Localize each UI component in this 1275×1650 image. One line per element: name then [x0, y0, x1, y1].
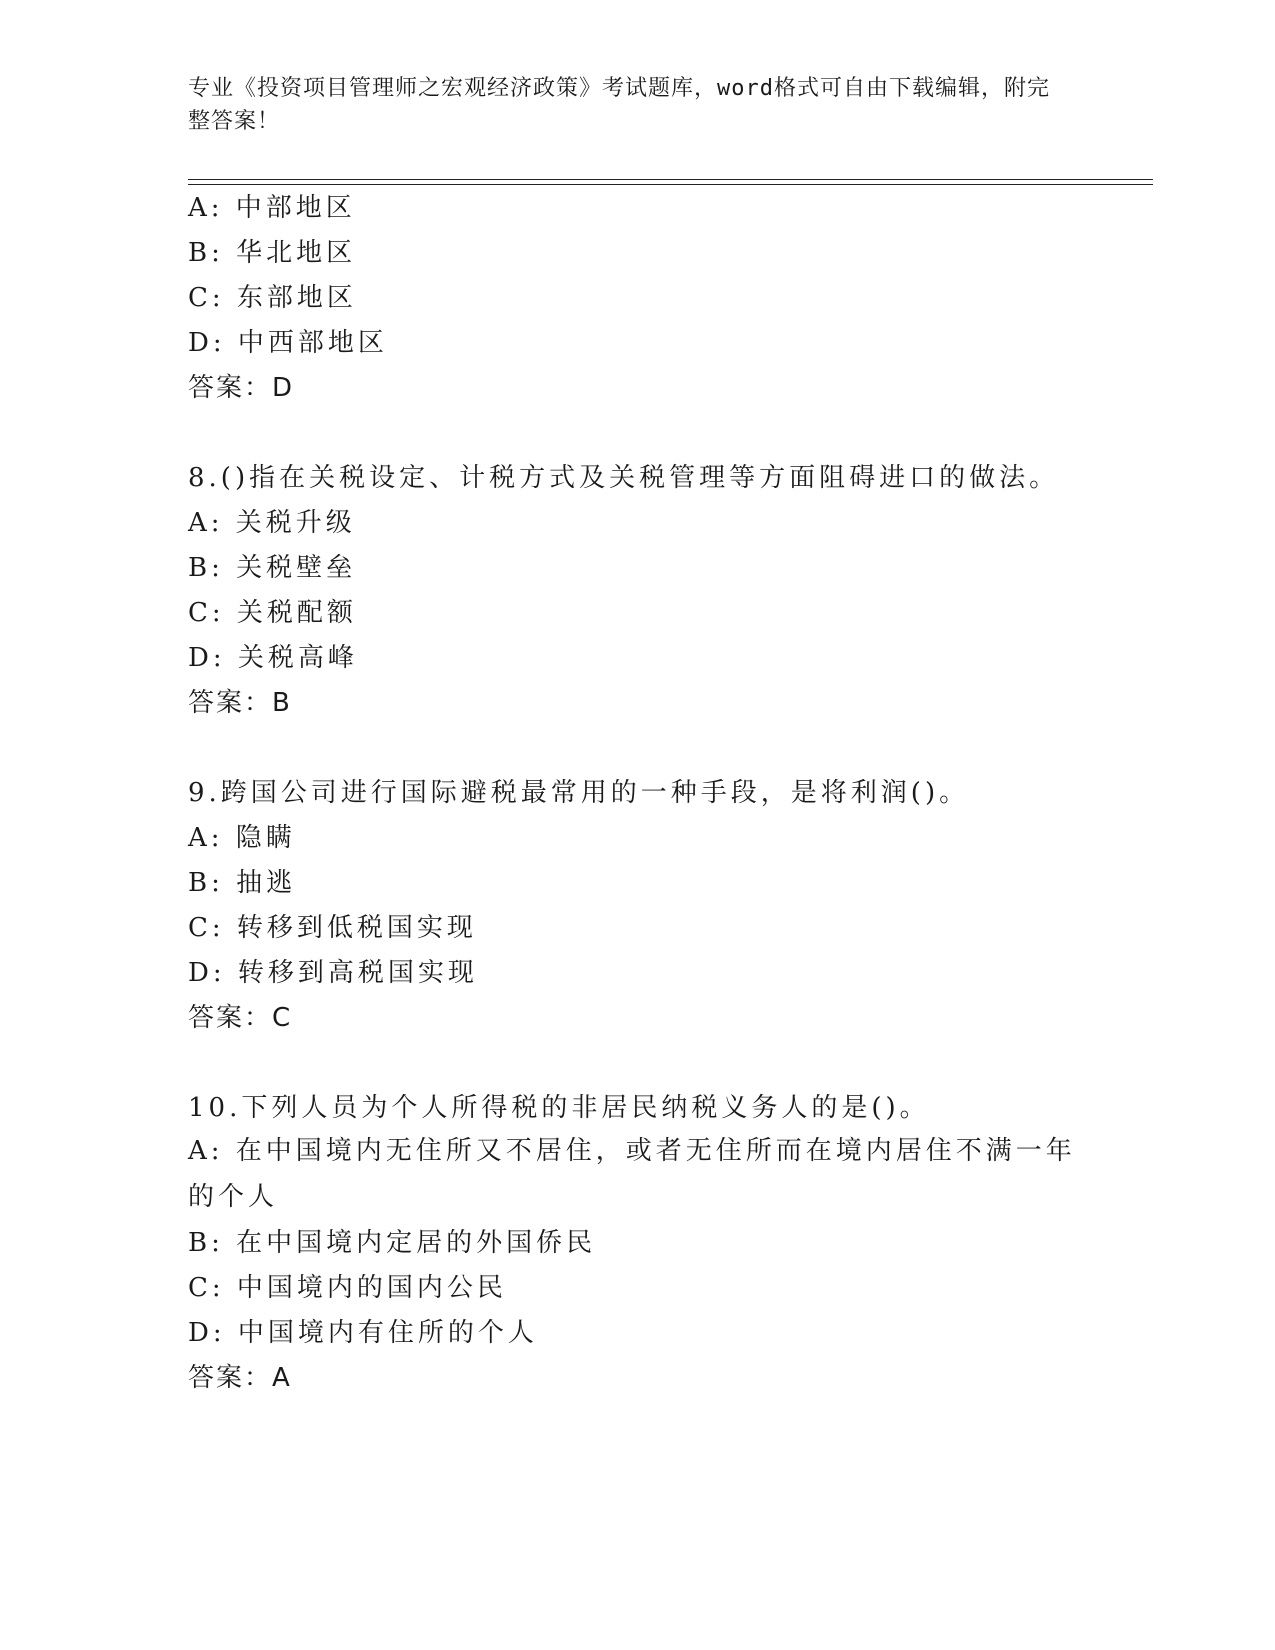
q8-stem: 8.()指在关税设定、计税方式及关税管理等方面阻碍进口的做法。	[188, 463, 1060, 493]
q10-stem: 10.下列人员为个人所得税的非居民纳税义务人的是()。	[188, 1093, 930, 1123]
q8-option-a: A: 关税升级	[188, 508, 356, 538]
q9-option-d: D: 转移到高税国实现	[188, 958, 478, 988]
q10-option-a: A: 在中国境内无住所又不居住，或者无住所而在境内居住不满一年的个人	[188, 1136, 1076, 1212]
q9-stem: 9.跨国公司进行国际避税最常用的一种手段，是将利润()。	[188, 778, 970, 808]
q10-option-d: D: 中国境内有住所的个人	[188, 1318, 538, 1348]
q10-answer: 答案：A	[188, 1363, 292, 1393]
q9-option-c: C: 转移到低税国实现	[188, 913, 477, 943]
q7-answer: 答案：D	[188, 373, 295, 403]
q9-option-b: B: 抽逃	[188, 868, 297, 898]
q7-option-c: C: 东部地区	[188, 283, 357, 313]
q8-option-c: C: 关税配额	[188, 598, 357, 628]
q8-answer: 答案：B	[188, 688, 292, 718]
q10-option-b: B: 在中国境内定居的外国侨民	[188, 1228, 597, 1258]
q9-answer: 答案：C	[188, 1003, 293, 1033]
header-divider-top	[188, 179, 1153, 180]
q7-option-b: B: 华北地区	[188, 238, 357, 268]
q9-option-a: A: 隐瞒	[188, 823, 296, 853]
q7-option-d: D: 中西部地区	[188, 328, 388, 358]
q8-option-b: B: 关税壁垒	[188, 553, 357, 583]
q7-option-a: A: 中部地区	[188, 193, 356, 223]
document-header: 专业《投资项目管理师之宏观经济政策》考试题库，word格式可自由下载编辑，附完整答案！	[188, 76, 1050, 134]
q8-option-d: D: 关税高峰	[188, 643, 358, 673]
header-divider-bottom	[188, 184, 1153, 185]
q10-option-c: C: 中国境内的国内公民	[188, 1273, 507, 1303]
